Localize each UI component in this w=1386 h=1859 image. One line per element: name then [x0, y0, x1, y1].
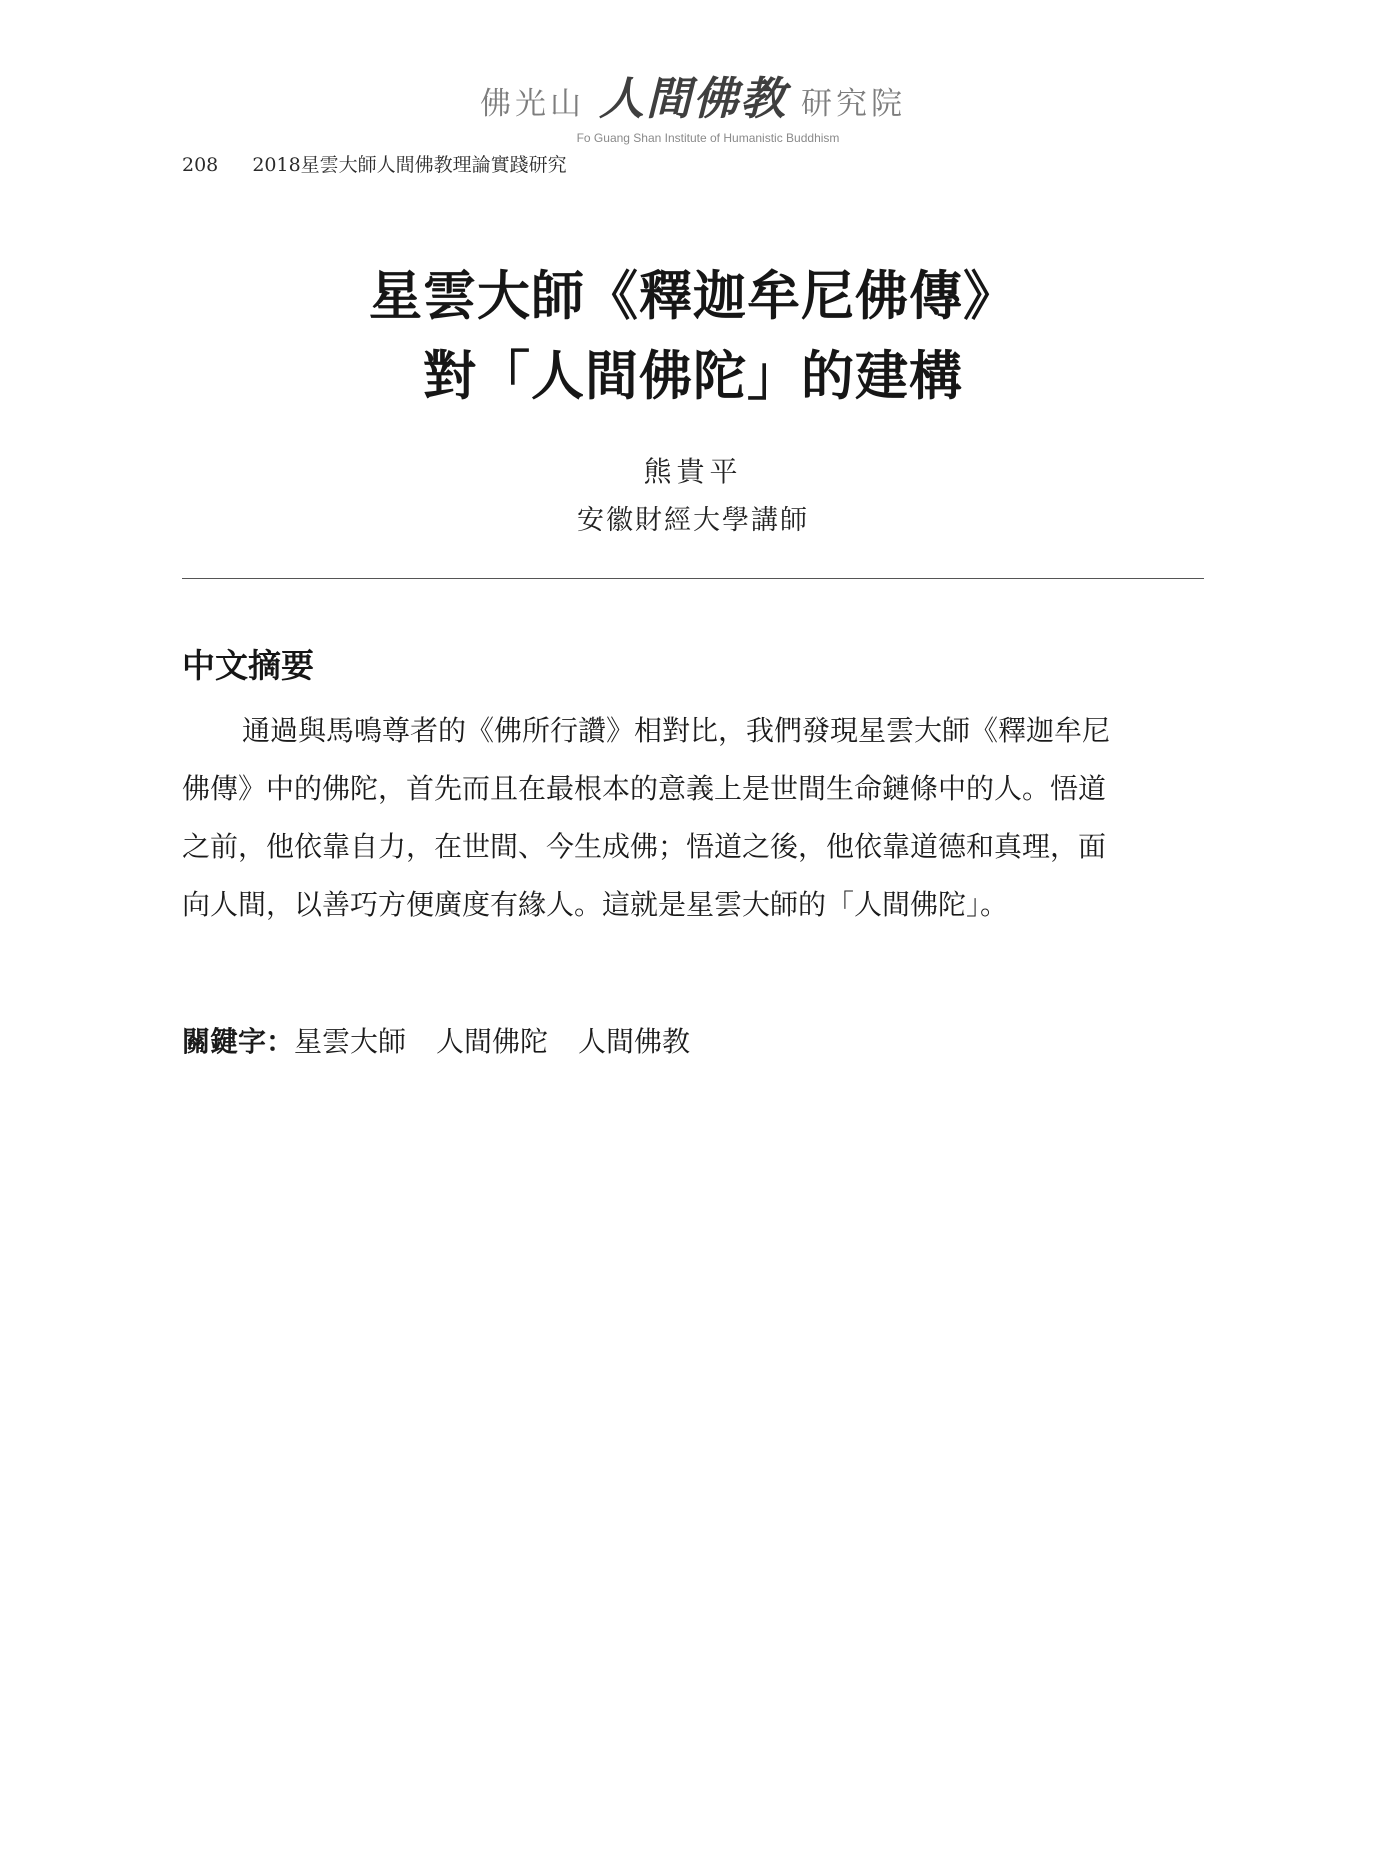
abstract-heading: 中文摘要	[182, 646, 314, 685]
title-line-2: 對「人間佛陀」的建構	[423, 345, 963, 407]
divider-rule	[182, 578, 1204, 579]
book-title: 2018星雲大師人間佛教理論實踐研究	[252, 154, 567, 176]
author-affiliation: 安徽財經大學講師	[577, 505, 809, 536]
keyword-item: 人間佛陀	[436, 1025, 549, 1058]
logo-institute-name: 研究院	[801, 86, 906, 122]
author-name: 熊貴平	[643, 455, 743, 488]
title-line-1: 星雲大師《釋迦牟尼佛傳》	[369, 265, 1017, 327]
abstract-paragraph	[182, 702, 1204, 934]
institute-logo	[0, 62, 1386, 145]
abstract-line: 佛傳》中的佛陀，首先而且在最根本的意義上是世間生命鏈條中的人。悟道	[182, 772, 1107, 805]
keyword-item: 人間佛教	[578, 1025, 691, 1058]
page-number: 208	[182, 154, 219, 176]
logo-line	[480, 62, 906, 127]
keywords-label: 關鍵字：	[182, 1025, 295, 1058]
logo-org-name: 佛光山	[479, 86, 585, 122]
logo-calligraphy-mark: 人間佛教	[598, 72, 787, 125]
keywords-line	[182, 1020, 720, 1060]
article-title	[0, 256, 1386, 416]
abstract-line: 向人間，以善巧方便廣度有緣人。這就是星雲大師的「人間佛陀」。	[182, 888, 1009, 921]
abstract-line: 通過與馬鳴尊者的《佛所行讚》相對比，我們發現星雲大師《釋迦牟尼	[242, 714, 1111, 747]
abstract-line: 之前，他依靠自力，在世間、今生成佛；悟道之後，他依靠道德和真理，面	[182, 830, 1107, 863]
keyword-item: 星雲大師	[294, 1025, 407, 1058]
running-header	[182, 150, 567, 177]
logo-english-subtitle: Fo Guang Shan Institute of Humanistic Buddhism	[576, 131, 840, 145]
